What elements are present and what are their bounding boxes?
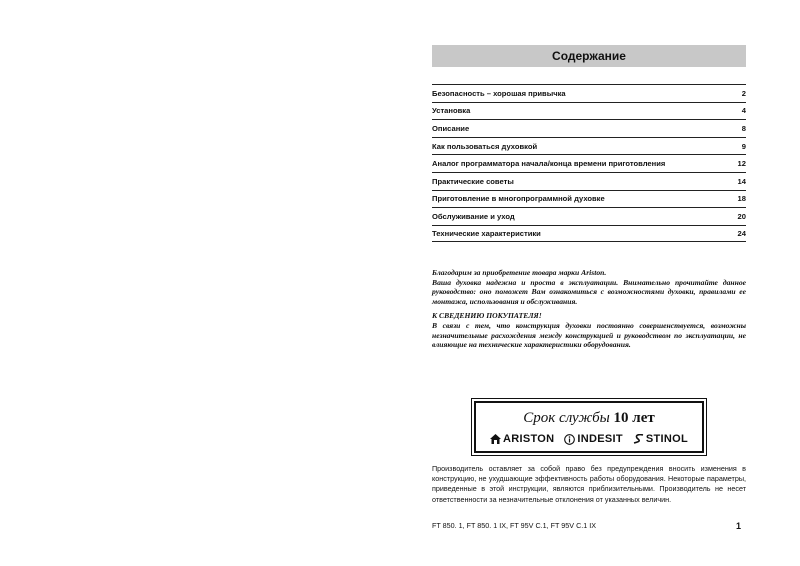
toc-row[interactable]: [432, 154, 746, 172]
service-life-title: [476, 410, 702, 427]
notice-text: В связи с тем, что конструкция духовки постоянно совершенствуется, возможны незначительные расхождения между конструкцией и руководством по эксплуатации, не влияющие на технические характеристики оборудования.: [432, 320, 746, 350]
ariston-logo: [490, 433, 554, 445]
toc-label: Описание: [432, 123, 470, 133]
brand-logos: [476, 433, 702, 445]
toc-page: 18: [737, 194, 746, 204]
toc-row[interactable]: [432, 190, 746, 208]
toc-page: 20: [737, 211, 746, 221]
toc-row[interactable]: [432, 119, 746, 137]
service-life-years: 10 лет: [613, 410, 655, 426]
toc-label: Обслуживание и уход: [432, 211, 515, 221]
wave-icon: [633, 434, 644, 444]
toc-row[interactable]: [432, 102, 746, 120]
thanks-text: Благодарим за приобретение товара марки Ariston.: [432, 268, 607, 277]
stinol-wordmark: STINOL: [645, 433, 689, 445]
toc-page: 14: [737, 176, 746, 186]
indesit-logo: [564, 433, 623, 445]
toc-page: 12: [737, 159, 746, 169]
toc-row[interactable]: [432, 137, 746, 155]
toc-row[interactable]: [432, 172, 746, 190]
notice-title: К СВЕДЕНИЮ ПОКУПАТЕЛЯ!: [432, 311, 542, 321]
intro-text: Ваша духовка надежна и проста в эксплуатации. Внимательно прочитайте данное руководство: оно поможет Вам ознакомиться с возможностями духовки, правилами ее монтажа, использования и обслуживания.: [432, 277, 746, 306]
ariston-wordmark: ARISTON: [502, 433, 555, 445]
toc-row[interactable]: [432, 84, 746, 102]
indesit-wordmark: INDESIT: [577, 433, 623, 445]
toc-label: Как пользоваться духовкой: [432, 141, 538, 151]
house-icon: [490, 434, 501, 444]
toc-label: Приготовление в многопрограммной духовке: [432, 194, 605, 204]
stinol-logo: [633, 433, 688, 445]
service-life-box: [474, 401, 704, 453]
toc-page: 4: [741, 106, 746, 116]
service-life-prefix: Срок службы: [523, 410, 610, 426]
disclaimer-text: Производитель оставляет за собой право без предупреждения вносить изменения в конструкцию, не ухудшающие эффективность работы оборудования. Некоторые параметры, приведенные в этой инструкции, являются приблизительными. Производитель не несет ответственности за незначительные отклонения от указанных величин.: [432, 464, 746, 504]
page-number: 1: [736, 521, 742, 531]
toc-page: 8: [741, 123, 746, 133]
table-of-contents: [432, 84, 746, 242]
toc-label: Безопасность – хорошая привычка: [432, 88, 566, 98]
contents-header: [432, 45, 746, 67]
toc-page: 2: [741, 88, 746, 98]
toc-page: 9: [741, 141, 746, 151]
model-list: FT 850. 1, FT 850. 1 IX, FT 95V C.1, FT 95V C.1 IX: [432, 521, 597, 530]
toc-row[interactable]: [432, 207, 746, 225]
toc-page: 24: [737, 229, 746, 239]
toc-row[interactable]: [432, 225, 746, 243]
toc-label: Аналог программатора начала/конца времени приготовления: [432, 159, 666, 169]
intro-block: [432, 268, 746, 350]
toc-label: Установка: [432, 106, 471, 116]
info-circle-icon: [564, 434, 575, 445]
toc-label: Практические советы: [432, 176, 514, 186]
contents-title: Содержание: [552, 49, 626, 63]
toc-label: Технические характеристики: [432, 229, 541, 239]
